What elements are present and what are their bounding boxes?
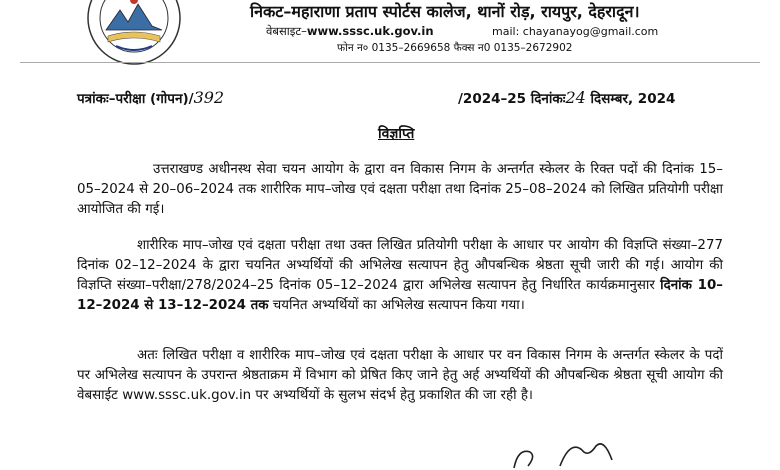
paragraph-2-bold-dates: दिनांक 10–12–2024 से 13–12–2024 तक: [77, 278, 723, 313]
letter-date-label: /2024–25 दिनांकः: [458, 91, 566, 107]
notice-title: विज्ञप्ति: [378, 126, 415, 142]
letter-date-month-year: दिसम्बर, 2024: [585, 91, 676, 107]
notice-paragraph-2: [77, 236, 723, 316]
letter-reference-label: पत्रांकः–परीक्षा (गोपन)/: [77, 91, 194, 107]
website-label: वेबसाइट–: [266, 24, 307, 38]
paragraph-2-text-a: शारीरिक माप–जोख एवं दक्षता परीक्षा तथा उक्त लिखित प्रतियोगी परीक्षा के आधार पर आयोग की विज्ञप्ति संख्या–277 दिनांक 02–12–2024 के द्वारा चयनित अभ्यर्थियों की अभिलेख सत्यापन हेतु औपबन्धिक श्रेष्ठता सूची जारी की गई। आयोग की विज्ञप्ति संख्या–परीक्षा/278/2024–25 दिनांक 05–12–2024 द्वारा अभिलेख सत्यापन हेतु निर्धारित कार्यक्रमानुसार: [77, 238, 723, 293]
paragraph-2-text-b: चयनित अभ्यर्थियों का अभिलेख सत्यापन किया गया।: [268, 298, 525, 313]
header-address: निकट–महाराणा प्रताप स्पोर्टस कालेज, थानों रोड़, रायपुर, देहरादून।: [250, 2, 640, 21]
letter-date: [458, 88, 675, 107]
commission-emblem-logo: [86, 0, 182, 66]
notice-paragraph-3: अतः लिखित परीक्षा व शारीरिक माप–जोख एवं दक्षता परीक्षा के आधार पर वन विकास निगम के अन्तर्गत स्केलर के पदों पर अभिलेख सत्यापन के उपरान्त श्रेष्ठताक्रम में विभाग को प्रेषित किए जाने हेतु अर्ह अभ्यर्थियों की औपबन्धिक श्रेष्ठता सूची आयोग की वेबसाईट www.sssc.uk.gov.in पर अभ्यर्थियों के सुलभ संदर्भ हेतु प्रकाशित की जा रही है।: [77, 348, 723, 403]
header-website-link[interactable]: www.sssc.uk.gov.in: [306, 24, 434, 38]
letter-number-handwritten: 392: [193, 88, 225, 107]
signature-mark: [500, 430, 640, 470]
notice-paragraph-1: उत्तराखण्ड अधीनस्थ सेवा चयन आयोग के द्वारा वन विकास निगम के अन्तर्गत स्केलर के रिक्त पदों की दिनांक 15–05–2024 से 20–06–2024 तक शारीरिक माप–जोख एवं दक्षता परीक्षा तथा दिनांक 25–08–2024 को लिखित प्रतियोगी परीक्षा आयोजित की गई।: [77, 162, 723, 217]
header-phone-fax: फोन न० 0135–2669658 फैक्स न0 0135–2672902: [337, 42, 573, 54]
header-divider: [20, 62, 760, 63]
header-website-line: [266, 24, 434, 39]
letter-reference: [77, 88, 224, 107]
header-email[interactable]: mail: chayanayog@gmail.com: [492, 25, 659, 38]
date-day-handwritten: 24: [565, 88, 586, 107]
